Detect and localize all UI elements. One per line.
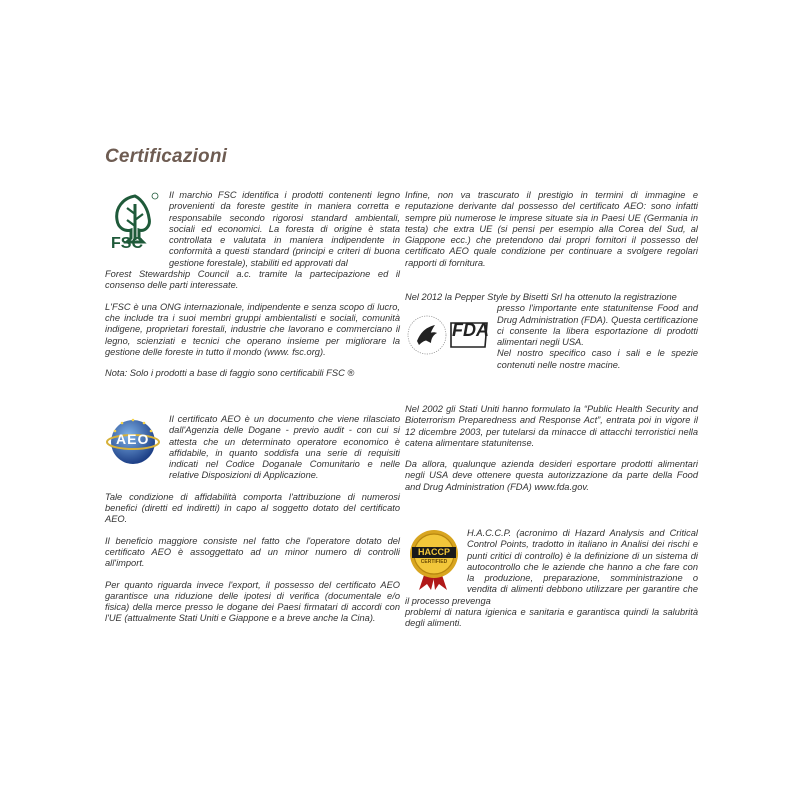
- aeo-prestige-paragraph: Infine, non va trascurato il prestigio in termini di immagine e reputazione derivante dal possesso del certificato AEO: sono infatti sempre più numerose le imprese situate sia in Paesi UE (Germania in testa) che extra UE (si pensi per esempio alla Corea del Sud, al Giappone ecc.) che pretendono dai propri fornitori il possesso del certificato AEO quale condizione per continuare a svolgere regolari rapporti di fornitura.: [405, 190, 698, 268]
- haccp-logo: [405, 528, 463, 592]
- page-title: Certificazioni: [105, 146, 228, 167]
- bioterrorism-section: [405, 404, 698, 493]
- fsc-logo-text: FSC: [111, 235, 143, 252]
- haccp-logo-sub: CERTIFIED: [420, 559, 448, 565]
- haccp-paragraph-tail: problemi di natura igienica e sanitaria e garantisca quindi la salubrità degli alimenti.: [405, 607, 698, 629]
- aeo-logo-text: AEO: [116, 431, 150, 447]
- fda-logo-text: FDA: [452, 320, 489, 341]
- fda-paragraph-2: Nel nostro specifico caso i sali e le spezie contenuti nelle nostre macine.: [497, 348, 698, 370]
- fsc-paragraph-1-tail: Forest Stewardship Council a.c. tramite la partecipazione ed il consenso delle parti interessate.: [105, 269, 400, 291]
- fsc-section: [105, 190, 400, 379]
- aeo-logo: [105, 414, 163, 470]
- bioterrorism-paragraph-2: Da allora, qualunque azienda desideri esportare prodotti alimentari negli USA deve ottenere questa autorizzazione da parte della Food and Drug Administration (FDA) www.fda.gov.: [405, 459, 698, 492]
- aeo-paragraph-4: Per quanto riguarda invece l'export, il possesso del certificato AEO garantisce una riduzione delle ipotesi di verifica (documentale e/o fisica) della merce presso le dogane dei Paesi firmatari di accordi con l'UE (attualmente Stati Uniti e Giappone e a breve anche la Cina).: [105, 579, 400, 624]
- fda-heading-line: Nel 2012 la Pepper Style by Bisetti Srl ha ottenuto la registrazione: [405, 292, 677, 302]
- aeo-section: [105, 414, 400, 625]
- fda-logo: [405, 305, 493, 363]
- haccp-logo-text: HACCP: [417, 547, 450, 557]
- fsc-note: Nota: Solo i prodotti a base di faggio sono certificabili FSC ®: [105, 368, 355, 379]
- fda-section: [405, 292, 698, 371]
- fsc-paragraph-2: L'FSC è una ONG internazionale, indipendente e senza scopo di lucro, che include tra i suoi membri gruppi ambientalisti e sociali, comunità indigene, proprietari forestali, industrie che lavorano e commerciano il legno, scienziati e tecnici che operano insieme per migliorare la gestione delle foreste in tutto il mondo (www. fsc.org).: [105, 301, 400, 357]
- aeo-paragraph-3: Il beneficio maggiore consiste nel fatto che l'operatore dotato del certificato AEO è assoggettato ad un minor numero di controlli all'import.: [105, 535, 400, 569]
- bioterrorism-paragraph-1: Nel 2002 gli Stati Uniti hanno formulato la “Public Health Security and Bioterrorism Preparedness and Response Act”, entrata poi in vigore il 12 dicembre 2003, per tutelarsi da minacce di attacchi terroristici nella catena alimentare statunitense.: [405, 404, 698, 448]
- haccp-paragraph: H.A.C.C.P. (acronimo di Hazard Analysis and Critical Control Points, tradotto in italiano in Analisi dei rischi e punti critici di controllo) è la definizione di un sistema di autocontrollo che le aziende che hanno a che fare con la produzione, preparazione, somministrazione o vendita di alimenti debbono utilizzare per garantire che il processo prevenga: [405, 528, 698, 606]
- aeo-paragraph-1: Il certificato AEO è un documento che viene rilasciato dall'Agenzia delle Dogane - previo audit - con cui si attesta che un determinato operatore economico è affidabile, in quanto soddisfa una serie di requisiti indicati nel Codice Doganale Comunitario e nelle relative Disposizioni di Applicazione.: [169, 414, 400, 481]
- haccp-section: [405, 528, 698, 630]
- aeo-prestige-section: [405, 190, 698, 269]
- fsc-paragraph-1: Il marchio FSC identifica i prodotti contenenti legno provenienti da foreste gestite in maniera corretta e responsabile secondo rigorosi standard ambientali, sociali ed economici. La foresta di origine è stata controllata e valutata in maniera indipendente in conformità a questi standard (principi e criteri di buona gestione forestale), stabiliti ed approvati dal: [169, 190, 400, 268]
- fda-paragraph: presso l'importante ente statunitense Food and Drug Administration (FDA). Questa certificazione ci consente la libera esportazione di prodotti alimentari negli USA.: [497, 303, 698, 348]
- fsc-logo: [105, 190, 163, 262]
- aeo-paragraph-2: Tale condizione di affidabilità comporta l'attribuzione di numerosi benefici (diretti ed indiretti) in capo al soggetto dotato del certificato AEO.: [105, 491, 400, 525]
